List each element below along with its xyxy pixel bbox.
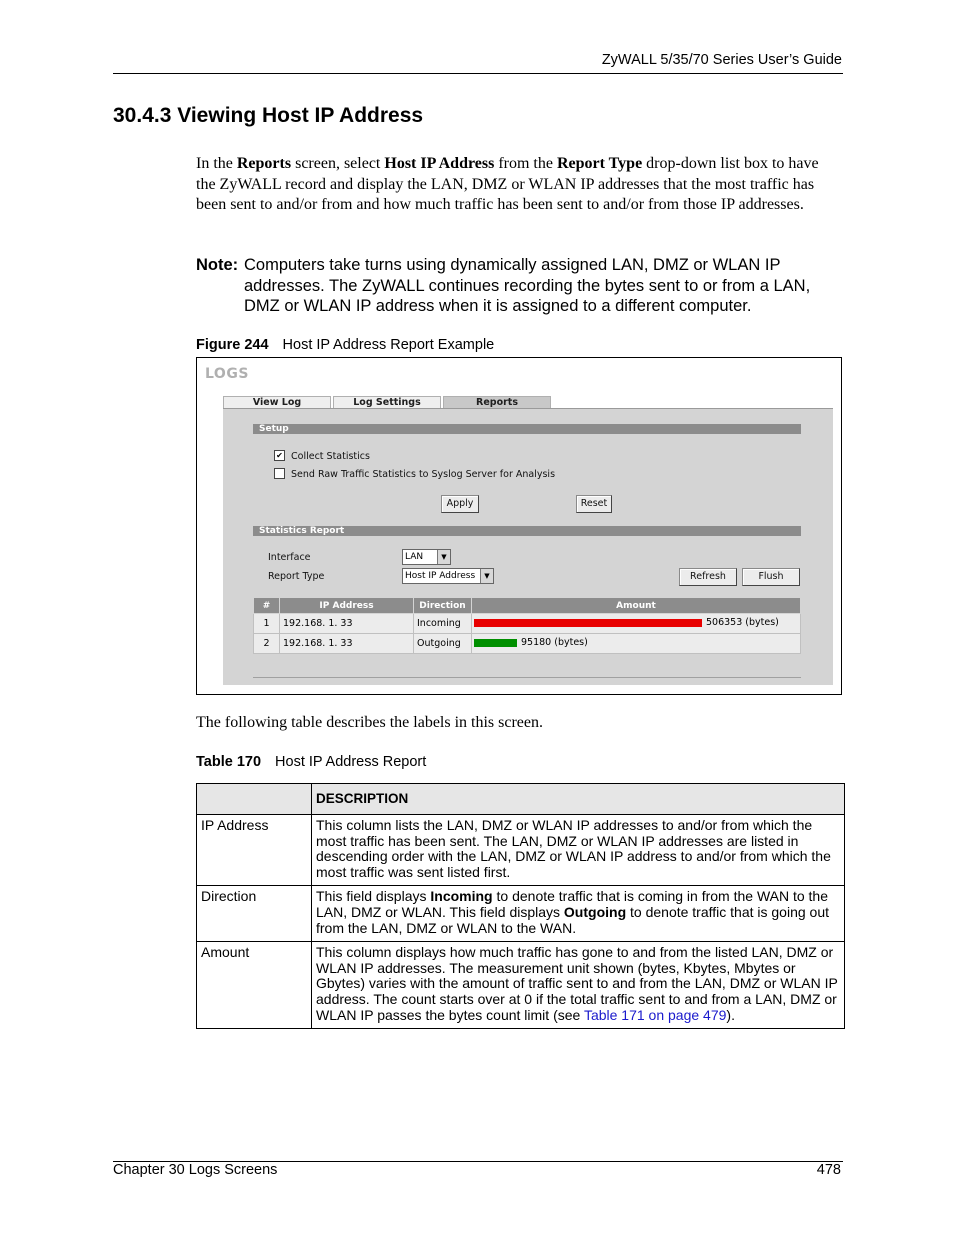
reset-button[interactable]: Reset	[576, 495, 612, 513]
table-171-link[interactable]: Table 171 on page 479	[583, 1006, 727, 1023]
amount-label: 95180 (bytes)	[521, 637, 588, 648]
row-number: 1	[254, 614, 280, 634]
table-row	[197, 886, 845, 942]
figure-screenshot	[196, 357, 842, 695]
header-rule	[113, 73, 843, 74]
statistics-table	[253, 597, 801, 654]
report-type-label: Report Type	[268, 571, 325, 582]
tab-log-settings[interactable]: Log Settings	[333, 396, 441, 408]
running-header: ZyWALL 5/35/70 Series User’s Guide	[601, 52, 842, 68]
note-text: Computers take turns using dynamically assigned LAN, DMZ or WLAN IP addresses. The ZyWALL continues recording the bytes sent to or from a LAN, DMZ or WLAN IP address when it is assigned to a different computer.	[244, 256, 811, 315]
footer-page-number: 478	[816, 1162, 841, 1178]
setup-section-bar: Setup	[253, 424, 801, 434]
collect-statistics-label: Collect Statistics	[291, 451, 370, 462]
reports-panel	[223, 409, 833, 685]
col-header-amount: Amount	[472, 598, 801, 614]
collect-statistics-checkbox[interactable]: ✔	[274, 450, 285, 461]
tab-view-log[interactable]: View Log	[223, 396, 331, 408]
row-amount	[472, 634, 801, 654]
table-row	[254, 614, 801, 634]
apply-button[interactable]: Apply	[441, 495, 479, 513]
row-direction: Incoming	[414, 614, 472, 634]
chevron-down-icon: ▼	[480, 569, 493, 583]
intro-paragraph: In the Reports screen, select Host IP Address from the Report Type drop-down list box to have the ZyWALL record and display the LAN, DMZ or WLAN IP addresses that the most traffic has been sent to and/or from and how much traffic has been sent to and/or from those IP addresses.	[196, 155, 819, 213]
panel-divider	[253, 677, 801, 678]
row-label-ip-address: IP Address	[197, 815, 312, 886]
table-header-row	[254, 598, 801, 614]
figure-caption: Figure 244 Host IP Address Report Example	[196, 337, 495, 353]
statistics-report-bar: Statistics Report	[253, 526, 801, 536]
table-header-row	[197, 784, 845, 815]
description-column-header: DESCRIPTION	[312, 784, 845, 815]
send-syslog-label: Send Raw Traffic Statistics to Syslog Server for Analysis	[291, 469, 556, 480]
table-row	[197, 815, 845, 886]
interface-select[interactable]	[402, 549, 451, 565]
amount-bar	[474, 639, 517, 647]
row-desc-direction: This field displays Incoming to denote traffic that is coming in from the WAN to the LAN, DMZ or WLAN. This field displays Outgoing to denote traffic that is going out from the LAN, DMZ or WLAN to the WAN.	[312, 886, 845, 942]
amount-bar	[474, 619, 702, 627]
section-title: 30.4.3 Viewing Host IP Address	[113, 104, 424, 127]
row-direction: Outgoing	[414, 634, 472, 654]
row-desc-ip-address: This column lists the LAN, DMZ or WLAN IP addresses to and/or from which the most traffic has been sent. The LAN, DMZ or WLAN IP addresses are listed in descending order with the LAN, DMZ or WLAN IP address to and/or from which the most traffic was sent listed first.	[312, 815, 845, 886]
row-desc-amount: This column displays how much traffic has gone to and from the listed LAN, DMZ or WLAN IP addresses. The measurement unit shown (bytes, Kbytes, Mbytes or Gbytes) varies with the amount of traffic sent to and from the LAN, DMZ or WLAN IP address. The count starts over at 0 if the total traffic sent to and from a LAN, DMZ or WLAN IP passes the bytes count limit (see Table 171 on page 479).	[312, 942, 845, 1029]
row-ip-address: 192.168. 1. 33	[280, 634, 414, 654]
row-label-direction: Direction	[197, 886, 312, 942]
following-text: The following table describes the labels in this screen.	[196, 714, 544, 731]
tab-reports[interactable]: Reports	[443, 396, 551, 408]
table-row	[197, 942, 845, 1029]
flush-button[interactable]: Flush	[742, 568, 800, 586]
interface-label: Interface	[268, 552, 311, 563]
row-label-amount: Amount	[197, 942, 312, 1029]
report-type-select[interactable]	[402, 568, 494, 584]
col-header-ip-address: IP Address	[280, 598, 414, 614]
amount-label: 506353 (bytes)	[706, 617, 779, 628]
footer-chapter: Chapter 30 Logs Screens	[113, 1162, 278, 1178]
row-number: 2	[254, 634, 280, 654]
description-table	[196, 783, 845, 1029]
label-column-header	[197, 784, 312, 815]
amount-bar-cell	[474, 634, 800, 653]
amount-bar-cell	[474, 614, 800, 633]
logs-screen-title: LOGS	[205, 366, 249, 382]
note-block	[196, 255, 846, 317]
col-header-number: #	[254, 598, 280, 614]
row-amount	[472, 614, 801, 634]
send-syslog-checkbox[interactable]	[274, 468, 285, 479]
note-label: Note:	[196, 256, 239, 274]
chevron-down-icon: ▼	[437, 550, 450, 564]
col-header-direction: Direction	[414, 598, 472, 614]
interface-value: LAN	[405, 552, 424, 562]
table-row	[254, 634, 801, 654]
table-caption: Table 170 Host IP Address Report	[196, 754, 427, 770]
report-type-value: Host IP Address	[405, 571, 476, 581]
refresh-button[interactable]: Refresh	[679, 568, 737, 586]
row-ip-address: 192.168. 1. 33	[280, 614, 414, 634]
tab-bar	[223, 396, 833, 409]
